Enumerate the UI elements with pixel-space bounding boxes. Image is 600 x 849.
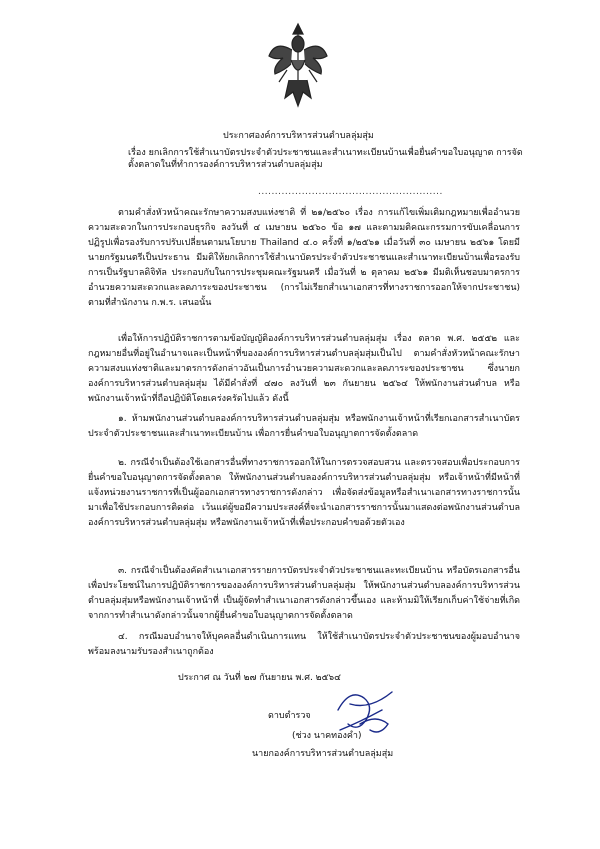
document-subject: เรื่อง ยกเลิกการใช้สำเนาบัตรประจำตัวประชาชนและสำเนาทะเบียนบ้านเพื่อยื่นคำขอใบอนุญาต การจัดตั้งตลาดในที่ทำการองค์การบริหารส่วนตำบลลุ่มสุ่ม <box>128 148 523 170</box>
signer-position: นายกองค์การบริหารส่วนตำบลลุ่มสุ่ม <box>252 749 394 759</box>
paragraph-item-4: ๔. กรณีมอบอำนาจให้บุคคลอื่นดำเนินการแทน ให้ใช้สำเนาบัตรประจำตัวประชาชนของผู้มอบอำนาจพร้อมลงนามรับรองสำเนาถูกต้อง <box>88 632 520 657</box>
paragraph-item-1: ๑. ห้ามพนักงานส่วนตำบลองค์การบริหารส่วนตำบลลุ่มสุ่ม หรือพนักงานเจ้าหน้าที่เรียกเอกสารสำเนาบัตรประจำตัวประชาชนและสำเนาทะเบียนบ้าน เพื่อการยื่นคำขอใบอนุญาตการจัดตั้งตลาด <box>88 414 520 439</box>
paragraph-item-2: ๒. กรณีจำเป็นต้องใช้เอกสารอื่นที่ทางราชการออกให้ในการตรวจสอบสวน และตรวจสอบเพื่อประกอบการยื่นคำขอใบอนุญาตการจัดตั้งตลาด ให้พนักงานส่วนตำบลองค์การบริหารส่วนตำบลลุ่มสุ่ม หรือเจ้าหน้าที่มีหน้าที่ แจ้งหน่วยงานราชการที่เป็นผู้ออกเอกสารทางราชการดังกล่าว เพื่อจัดส่งข้อมูลหรือสำเนาเอกสารทางราชการนั้นมาเพื่อใช้ประกอบการติดต่อ เว้นแต่ผู้ขอมีความประสงค์ที่จะนำเอกสารราชการนั้นมาแสดงต่อพนักงานส่วนตำบลองค์การบริหารส่วนตำบลลุ่มสุ่ม หรือพนักงานเจ้าหน้าที่เพื่อประกอบคำขอด้วยตัวเอง <box>88 458 520 528</box>
document-title: ประกาศองค์การบริหารส่วนตำบลลุ่มสุ่ม <box>223 131 374 141</box>
announcement-date: ประกาศ ณ วันที่ ๒๗ กันยายน พ.ศ. ๒๕๖๔ <box>178 673 341 683</box>
garuda-emblem-icon <box>265 20 331 110</box>
paragraph-2: เพื่อให้การปฏิบัติราชการตามข้อบัญญัติองค์การบริหารส่วนตำบลลุ่มสุ่ม เรื่อง ตลาด พ.ศ. ๒๕๕๒ และกฎหมายอื่นที่อยู่ในอำนาจและเป็นหน้าที่ขององค์การบริหารส่วนตำบลลุ่มสุ่มเป็นไป ตามคำสั่งหัวหน้าคณะรักษาความสงบแห่งชาติและมาตรการดังกล่าวอันเป็นการอำนวยความสะดวกและลดภาระของประชาชน ซึ่งนายกองค์การบริหารส่วนตำบลลุ่มสุ่ม ได้มีคำสั่งที่ ๔๗๐ ลงวันที่ ๒๓ กันยายน ๒๕๖๔ ให้พนักงานส่วนตำบล หรือพนักงานเจ้าหน้าที่ถือปฏิบัติโดยเคร่งครัดไปแล้ว ดังนี้ <box>88 334 520 404</box>
paragraph-item-3: ๓. กรณีจำเป็นต้องคัดสำเนาเอกสารรายการบัตรประจำตัวประชาชนและทะเบียนบ้าน หรือบัตรเอกสารอื่น เพื่อประโยชน์ในการปฏิบัติราชการขององค์การบริหารส่วนตำบลลุ่มสุ่ม ให้พนักงานส่วนตำบลองค์การบริหารส่วนตำบลลุ่มสุ่มหรือพนักงานเจ้าหน้าที่ เป็นผู้จัดทำสำเนาเอกสารดังกล่าวขึ้นเอง และห้ามมิให้เรียกเก็บค่าใช้จ่ายที่เกิดจากการทำสำเนาดังกล่าวนั้นจากผู้ยื่นคำขอใบอนุญาตการจัดตั้งตลาด <box>88 566 520 621</box>
signer-name: (ช่วง นาคทองคำ) <box>292 731 362 741</box>
paragraph-1: ตามคำสั่งหัวหน้าคณะรักษาความสงบแห่งชาติ ที่ ๒๑/๒๕๖๐ เรื่อง การแก้ไขเพิ่มเติมกฎหมายเพื่ออำนวยความสะดวกในการประกอบธุรกิจ ลงวันที่ ๔ เมษายน ๒๕๖๐ ข้อ ๑๗ และตามมติคณะกรรมการขับเคลื่อนการปฏิรูปเพื่อรองรับการปรับเปลี่ยนตามนโยบาย Thailand ๔.๐ ครั้งที่ ๑/๒๕๖๑ เมื่อวันที่ ๓๐ เมษายน ๒๕๖๑ โดยมีนายกรัฐมนตรีเป็นประธาน มีมติให้ยกเลิกการใช้สำเนาบัตรประจำตัวประชาชนและสำเนาทะเบียนบ้านเพื่อรองรับการเป็นรัฐบาลดิจิทัล ประกอบกับในการประชุมคณะรัฐมนตรี เมื่อวันที่ ๒ ตุลาคม ๒๕๖๑ มีมติเห็นชอบมาตรการอำนวยความสะดวกและลดภาระของประชาชน (การไม่เรียกสำเนาเอกสารที่ทางราชการออกให้จากประชาชน) ตามที่สำนักงาน ก.พ.ร. เสนอนั้น <box>88 208 520 308</box>
signer-rank: ดาบตำรวจ <box>268 711 311 721</box>
separator: ....................................................... <box>258 187 443 197</box>
